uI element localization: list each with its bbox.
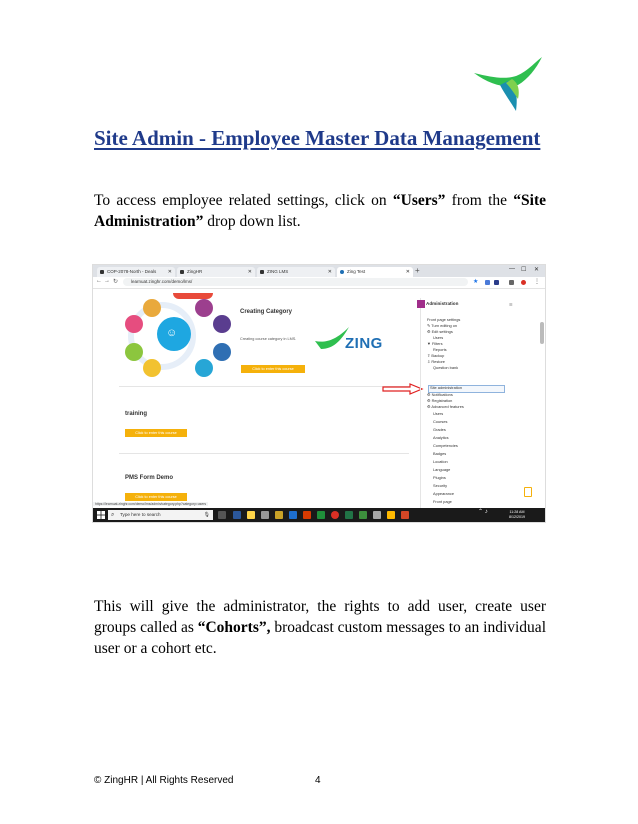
admin-item-label: Edit settings (431, 329, 453, 334)
powerpoint-icon[interactable] (401, 511, 409, 519)
extension-icon[interactable] (485, 280, 490, 285)
back-icon[interactable]: ← (96, 278, 102, 284)
admin-menu-item[interactable] (427, 404, 464, 409)
footer-copyright: © ZingHR | All Rights Reserved (94, 775, 234, 786)
address-bar (93, 277, 545, 289)
browser-tab-active[interactable] (337, 267, 413, 277)
new-tab-icon[interactable]: + (415, 266, 420, 275)
admin-menu-item[interactable] (427, 392, 453, 397)
course-description: Creating course category in LMS. (240, 337, 297, 341)
wheel-bubble (213, 315, 231, 333)
admin-menu-item[interactable]: Location (433, 459, 448, 464)
admin-menu-item[interactable]: Question bank (433, 365, 459, 370)
close-icon[interactable]: ✕ (405, 269, 410, 275)
browser-tab[interactable] (257, 267, 335, 277)
filter-icon: ▼ (427, 341, 432, 346)
admin-menu-item[interactable]: Front page (433, 499, 452, 504)
chrome-icon[interactable] (331, 511, 339, 519)
app-icon[interactable] (387, 511, 395, 519)
forward-icon[interactable]: → (104, 278, 110, 284)
gear-icon: ⚙ (427, 329, 432, 334)
page-title: Site Admin - Employee Master Data Management (94, 126, 541, 150)
profile-avatar[interactable] (521, 280, 526, 285)
tray-icons[interactable]: ⌃ ♪ (478, 509, 488, 515)
enter-course-button[interactable]: Click to enter this course (241, 365, 305, 373)
wheel-bubble (143, 359, 161, 377)
text-run: from the (445, 192, 514, 209)
users-group-icon: ☺ (166, 327, 178, 339)
browser-tab[interactable] (97, 267, 175, 277)
word-icon[interactable] (233, 511, 241, 519)
admin-menu-item-users[interactable]: Users (433, 411, 444, 416)
store-icon[interactable] (261, 511, 269, 519)
arrow-right-icon (382, 383, 424, 395)
tab-label: ZingHR (187, 269, 203, 274)
block-menu-icon[interactable]: ☰ (509, 302, 513, 307)
windows-taskbar (93, 508, 545, 522)
admin-menu-item[interactable] (427, 341, 443, 346)
admin-item-label: Filters (431, 341, 443, 346)
browser-tab-bar (93, 265, 545, 277)
gear-icon: ⚙ (427, 404, 432, 409)
app-icon[interactable] (373, 511, 381, 519)
maximize-icon[interactable]: ☐ (521, 267, 527, 273)
excel-icon[interactable] (345, 511, 353, 519)
reload-icon[interactable]: ↻ (113, 279, 119, 285)
status-url: https://learnuat.zinghr.com/demo/lms/admin/category.php?category=users (95, 502, 207, 506)
extension-icon[interactable] (509, 280, 514, 285)
cohorts-emphasis: “Cohorts”, (197, 619, 271, 636)
text-run: drop down list. (203, 213, 301, 230)
gear-icon: ⚙ (427, 398, 432, 403)
file-explorer-icon[interactable] (247, 511, 255, 519)
text-run: broadcast custom messages to an individual user or a cohort etc. (94, 619, 546, 657)
admin-menu-item[interactable]: Appearance (433, 491, 454, 496)
favicon-icon (180, 270, 184, 274)
admin-menu-item[interactable] (427, 398, 452, 403)
admin-menu-item[interactable]: Language (433, 467, 451, 472)
favicon-icon (260, 270, 264, 274)
admin-block-icon (417, 300, 425, 308)
admin-menu-item[interactable]: Front page settings (427, 317, 461, 322)
app-icon[interactable] (317, 511, 325, 519)
close-icon[interactable]: ✕ (327, 269, 332, 275)
admin-menu-item[interactable] (427, 359, 445, 364)
microphone-icon[interactable]: 🎙 (203, 512, 210, 518)
notification-icon[interactable] (524, 487, 532, 497)
tab-label: Zing Test (347, 269, 366, 274)
admin-menu-item[interactable]: Courses (433, 419, 448, 424)
scrollbar[interactable] (540, 322, 544, 344)
close-window-icon[interactable]: ✕ (534, 267, 540, 273)
page-number: 4 (315, 775, 321, 786)
url-input[interactable]: learnuat.zinghr.com/demo/lms/ (123, 278, 468, 286)
admin-menu-item[interactable]: Reports (433, 347, 447, 352)
admin-item-label: Restore (431, 359, 445, 364)
lms-screenshot (93, 265, 545, 522)
wheel-bubble (143, 299, 161, 317)
close-icon[interactable]: ✕ (247, 269, 252, 275)
taskbar-clock[interactable] (509, 510, 525, 520)
enter-course-button[interactable]: Click to enter this course (125, 429, 187, 437)
tab-label: ZING LMS (267, 269, 289, 274)
pencil-icon: ✎ (427, 323, 432, 328)
clock-time: 11:28 AM (509, 510, 525, 514)
folder-icon[interactable] (275, 511, 283, 519)
course-title[interactable]: Creating Category (240, 309, 293, 315)
wheel-bubble (125, 315, 143, 333)
admin-menu-item[interactable]: Plugins (433, 475, 446, 480)
tab-label: COP-2078-North - Deals (107, 269, 157, 274)
star-icon[interactable]: ★ (473, 279, 479, 285)
minimize-icon[interactable]: — (509, 266, 515, 272)
administration-block (420, 298, 537, 508)
admin-item-label: Registration (431, 398, 453, 403)
admin-menu-item[interactable] (427, 323, 457, 328)
wheel-bubble (213, 343, 231, 361)
rights-paragraph (94, 596, 546, 659)
admin-menu-item-site-administration[interactable]: Site administration (430, 385, 463, 390)
favicon-icon (340, 270, 344, 274)
task-view-icon[interactable] (218, 511, 226, 519)
admin-item-label: Notifications (431, 392, 453, 397)
course-title[interactable]: PMS Form Demo (125, 475, 174, 481)
zing-logo-icon (315, 327, 349, 353)
admin-item-label: Advanced features (431, 404, 464, 409)
admin-title: Administration (426, 301, 459, 306)
enter-course-button[interactable]: Click to enter this course (125, 493, 187, 501)
admin-menu-item[interactable]: Users (433, 335, 444, 340)
menu-icon[interactable]: ⋮ (534, 279, 540, 285)
zing-logo: ZING (345, 335, 383, 352)
admin-menu-item[interactable]: Competencies (433, 443, 458, 448)
search-placeholder: Type here to search (120, 512, 161, 517)
divider (119, 453, 409, 454)
course-title[interactable]: training (125, 411, 147, 417)
favicon-icon (100, 270, 104, 274)
wheel-bubble (195, 299, 213, 317)
extension-icon[interactable] (494, 280, 499, 285)
admin-item-label: Backup (431, 353, 445, 358)
text-run: This will give the administrator, the rights to add user, create user groups called as (94, 598, 546, 636)
browser-tab[interactable] (177, 267, 255, 277)
gear-icon: ⚙ (427, 392, 432, 397)
users-emphasis: “Users” (392, 192, 446, 209)
restore-icon: ⇩ (427, 359, 432, 364)
admin-menu-item[interactable] (427, 329, 453, 334)
admin-menu-item[interactable] (427, 353, 444, 358)
search-icon: ⌕ (111, 512, 115, 518)
site-admin-emphasis: “Site Administration” (94, 192, 546, 230)
admin-menu-item[interactable]: Security (433, 483, 448, 488)
admin-menu-item[interactable]: Grades (433, 427, 446, 432)
clock-date: 8/12/2019 (509, 515, 525, 519)
zinghr-bird-logo-icon (472, 55, 544, 113)
app-icon[interactable] (359, 511, 367, 519)
divider (119, 386, 409, 387)
windows-icon[interactable] (97, 511, 105, 519)
admin-item-label: Turn editing on (431, 323, 458, 328)
wheel-bubble (195, 359, 213, 377)
instruction-paragraph (94, 190, 546, 232)
app-icon[interactable] (303, 511, 311, 519)
backup-icon: ⇪ (427, 353, 432, 358)
close-icon[interactable]: ✕ (167, 269, 172, 275)
admin-menu-item[interactable]: Badges (433, 451, 447, 456)
wheel-segment (173, 293, 213, 299)
wheel-bubble (125, 343, 143, 361)
text-run: To access employee related settings, click on (94, 192, 393, 209)
admin-menu-item[interactable]: Analytics (433, 435, 449, 440)
taskbar-search-input[interactable] (108, 510, 213, 520)
edge-icon[interactable] (289, 511, 297, 519)
